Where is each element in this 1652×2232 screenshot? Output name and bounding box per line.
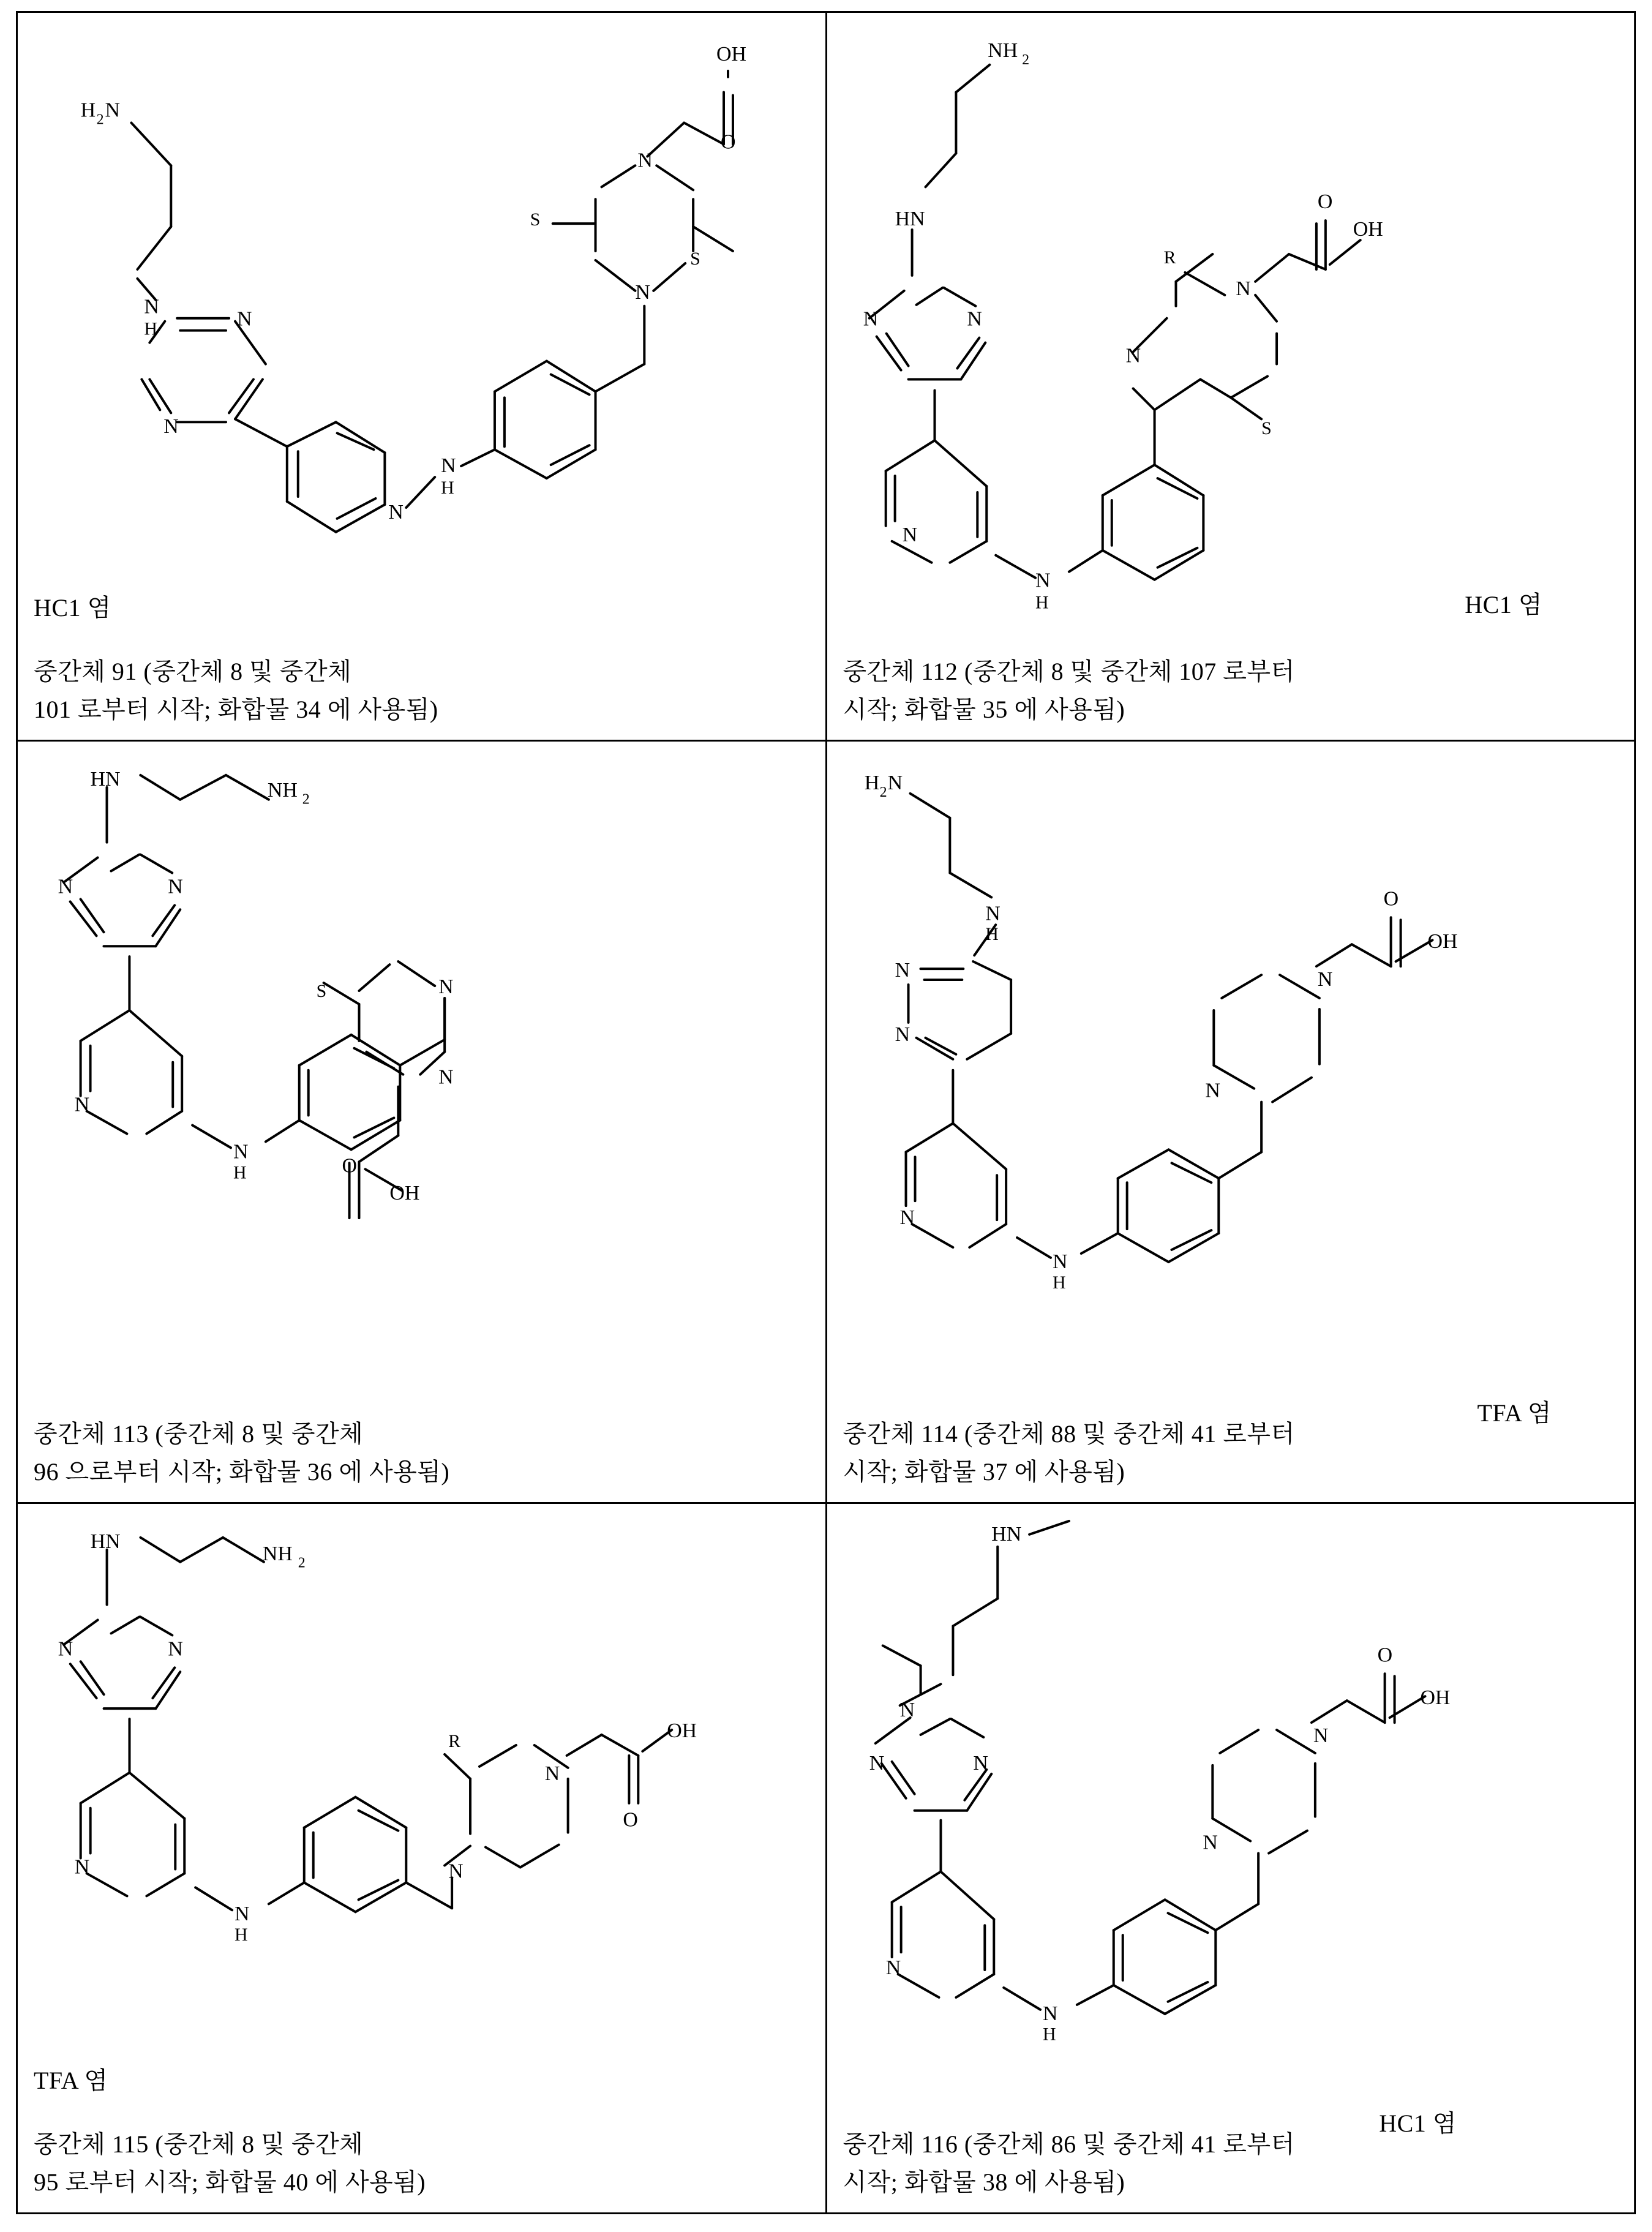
svg-text:N: N (1235, 277, 1251, 300)
intermediate-114-structure (827, 742, 1635, 1502)
svg-text:N: N (74, 1855, 90, 1879)
svg-text:H: H (144, 318, 158, 339)
svg-text:N: N (233, 1140, 249, 1163)
table-row (17, 1503, 1635, 2214)
svg-text:N: N (388, 500, 404, 524)
intermediate-91-structure (18, 13, 825, 740)
svg-text:H: H (1042, 2024, 1056, 2045)
svg-text:O: O (342, 1154, 358, 1178)
caption-line: 96 으로부터 시작; 화합물 36 에 사용됨) (34, 1458, 450, 1486)
svg-text:N: N (899, 1699, 915, 1722)
svg-text:OH: OH (1427, 930, 1457, 953)
svg-text:N: N (168, 1637, 183, 1661)
svg-text:N: N (1317, 968, 1332, 991)
svg-text:N: N (869, 1751, 884, 1775)
svg-text:HN: HN (90, 767, 121, 791)
svg-text:O: O (1377, 1644, 1392, 1667)
svg-text:N: N (438, 975, 454, 999)
table-cell-intermediate-116 (826, 1503, 1635, 2214)
svg-text:O: O (1383, 887, 1399, 911)
svg-text:N: N (74, 1093, 90, 1116)
svg-text:HN: HN (895, 208, 925, 231)
caption-line: 101 로부터 시작; 화합물 34 에 사용됨) (34, 696, 438, 723)
salt-note: TFA 염 (34, 2067, 108, 2094)
svg-text:S: S (1261, 418, 1272, 439)
intermediate-115-structure (18, 1504, 825, 2212)
table-cell-intermediate-113 (17, 741, 827, 1503)
salt-note: HC1 염 (1465, 591, 1542, 618)
caption-line: 시작; 화합물 38 에 사용됨) (843, 2168, 1125, 2196)
svg-text:N: N (441, 454, 456, 478)
caption-line: 중간체 116 (중간체 86 및 중간체 41 로부터 (843, 2130, 1295, 2158)
svg-text:H: H (235, 1925, 248, 1945)
caption-intermediate-113 (34, 1415, 814, 1491)
svg-text:O: O (623, 1808, 638, 1832)
intermediate-116-structure (827, 1504, 1635, 2212)
svg-text:N: N (163, 415, 179, 438)
svg-text:N: N (863, 307, 878, 331)
caption-line: 95 로부터 시작; 화합물 40 에 사용됨) (34, 2168, 426, 2196)
svg-text:H: H (233, 1162, 247, 1183)
svg-text:NH: NH (987, 39, 1018, 62)
intermediate-113-structure (18, 742, 825, 1502)
svg-text:N: N (895, 959, 910, 982)
svg-text:N: N (895, 1023, 910, 1046)
table-cell-intermediate-114 (826, 741, 1635, 1503)
svg-text:N: N (1042, 2002, 1058, 2025)
svg-text:H: H (985, 924, 999, 945)
table-row (17, 741, 1635, 1503)
svg-text:2: 2 (879, 784, 887, 800)
caption-intermediate-114 (843, 1415, 1624, 1491)
svg-text:R: R (1163, 247, 1176, 268)
svg-text:OH: OH (716, 42, 747, 66)
svg-text:N: N (144, 295, 159, 318)
svg-text:OH: OH (1419, 1686, 1450, 1710)
salt-note: HC1 염 (34, 594, 111, 622)
svg-text:N: N (1313, 1724, 1328, 1747)
svg-text:N: N (105, 99, 121, 122)
svg-text:HN: HN (991, 1522, 1021, 1546)
caption-line: 시작; 화합물 37 에 사용됨) (843, 1458, 1125, 1486)
caption-line: 중간체 113 (중간체 8 및 중간체 (34, 1420, 364, 1448)
svg-text:O: O (721, 130, 736, 154)
svg-text:S: S (690, 248, 700, 269)
svg-text:H: H (1035, 592, 1049, 613)
svg-text:N: N (1035, 569, 1051, 592)
svg-text:N: N (58, 1637, 73, 1661)
svg-text:OH: OH (389, 1182, 420, 1205)
svg-text:N: N (58, 875, 73, 898)
svg-text:HN: HN (90, 1530, 121, 1553)
svg-text:2: 2 (298, 1555, 306, 1571)
svg-text:H: H (864, 771, 879, 794)
structures-table (16, 11, 1636, 2214)
svg-text:N: N (885, 1956, 901, 1980)
svg-text:N: N (972, 1751, 988, 1775)
svg-text:2: 2 (302, 791, 310, 808)
svg-text:N: N (902, 523, 917, 546)
svg-text:NH: NH (267, 778, 298, 802)
svg-text:R: R (448, 1730, 461, 1751)
svg-text:S: S (316, 980, 327, 1001)
table-cell-intermediate-115 (17, 1503, 827, 2214)
caption-line: 중간체 91 (중간체 8 및 중간체 (34, 658, 352, 685)
svg-text:N: N (438, 1065, 454, 1089)
caption-intermediate-116 (843, 2125, 1624, 2201)
svg-text:O: O (1317, 190, 1332, 214)
caption-intermediate-112 (843, 653, 1624, 729)
svg-text:N: N (448, 1860, 464, 1883)
svg-text:N: N (966, 307, 982, 331)
svg-text:N: N (237, 307, 252, 331)
intermediate-112-structure (827, 13, 1635, 740)
caption-line: 중간체 114 (중간체 88 및 중간체 41 로부터 (843, 1420, 1295, 1448)
svg-text:N: N (1204, 1079, 1220, 1102)
caption-intermediate-91 (34, 653, 814, 729)
svg-text:S: S (530, 209, 541, 230)
svg-text:N: N (168, 875, 183, 898)
svg-text:OH: OH (1353, 218, 1383, 241)
table-cell-intermediate-112 (826, 12, 1635, 741)
svg-text:2: 2 (96, 111, 104, 128)
svg-text:N: N (985, 902, 1001, 925)
svg-text:H: H (1052, 1272, 1066, 1293)
svg-text:N: N (1052, 1250, 1067, 1273)
svg-text:NH: NH (262, 1542, 293, 1565)
svg-text:N: N (1202, 1831, 1218, 1854)
svg-text:N: N (235, 1903, 250, 1926)
svg-text:N: N (635, 280, 650, 304)
svg-text:N: N (887, 771, 903, 794)
salt-note: TFA 염 (1477, 1399, 1552, 1427)
caption-line: 중간체 112 (중간체 8 및 중간체 107 로부터 (843, 658, 1295, 685)
caption-intermediate-115 (34, 2125, 814, 2201)
caption-line: 시작; 화합물 35 에 사용됨) (843, 696, 1125, 723)
table-row (17, 12, 1635, 741)
table-cell-intermediate-91 (17, 12, 827, 741)
svg-text:2: 2 (1021, 51, 1029, 68)
svg-text:H: H (441, 478, 454, 498)
svg-text:N: N (1125, 344, 1141, 367)
salt-note: HC1 염 (1379, 2110, 1457, 2137)
svg-text:N: N (899, 1206, 915, 1230)
caption-line: 중간체 115 (중간체 8 및 중간체 (34, 2130, 364, 2158)
svg-text:N: N (544, 1762, 560, 1785)
svg-text:H: H (80, 99, 96, 122)
svg-text:N: N (637, 149, 653, 172)
svg-text:OH: OH (667, 1719, 697, 1743)
